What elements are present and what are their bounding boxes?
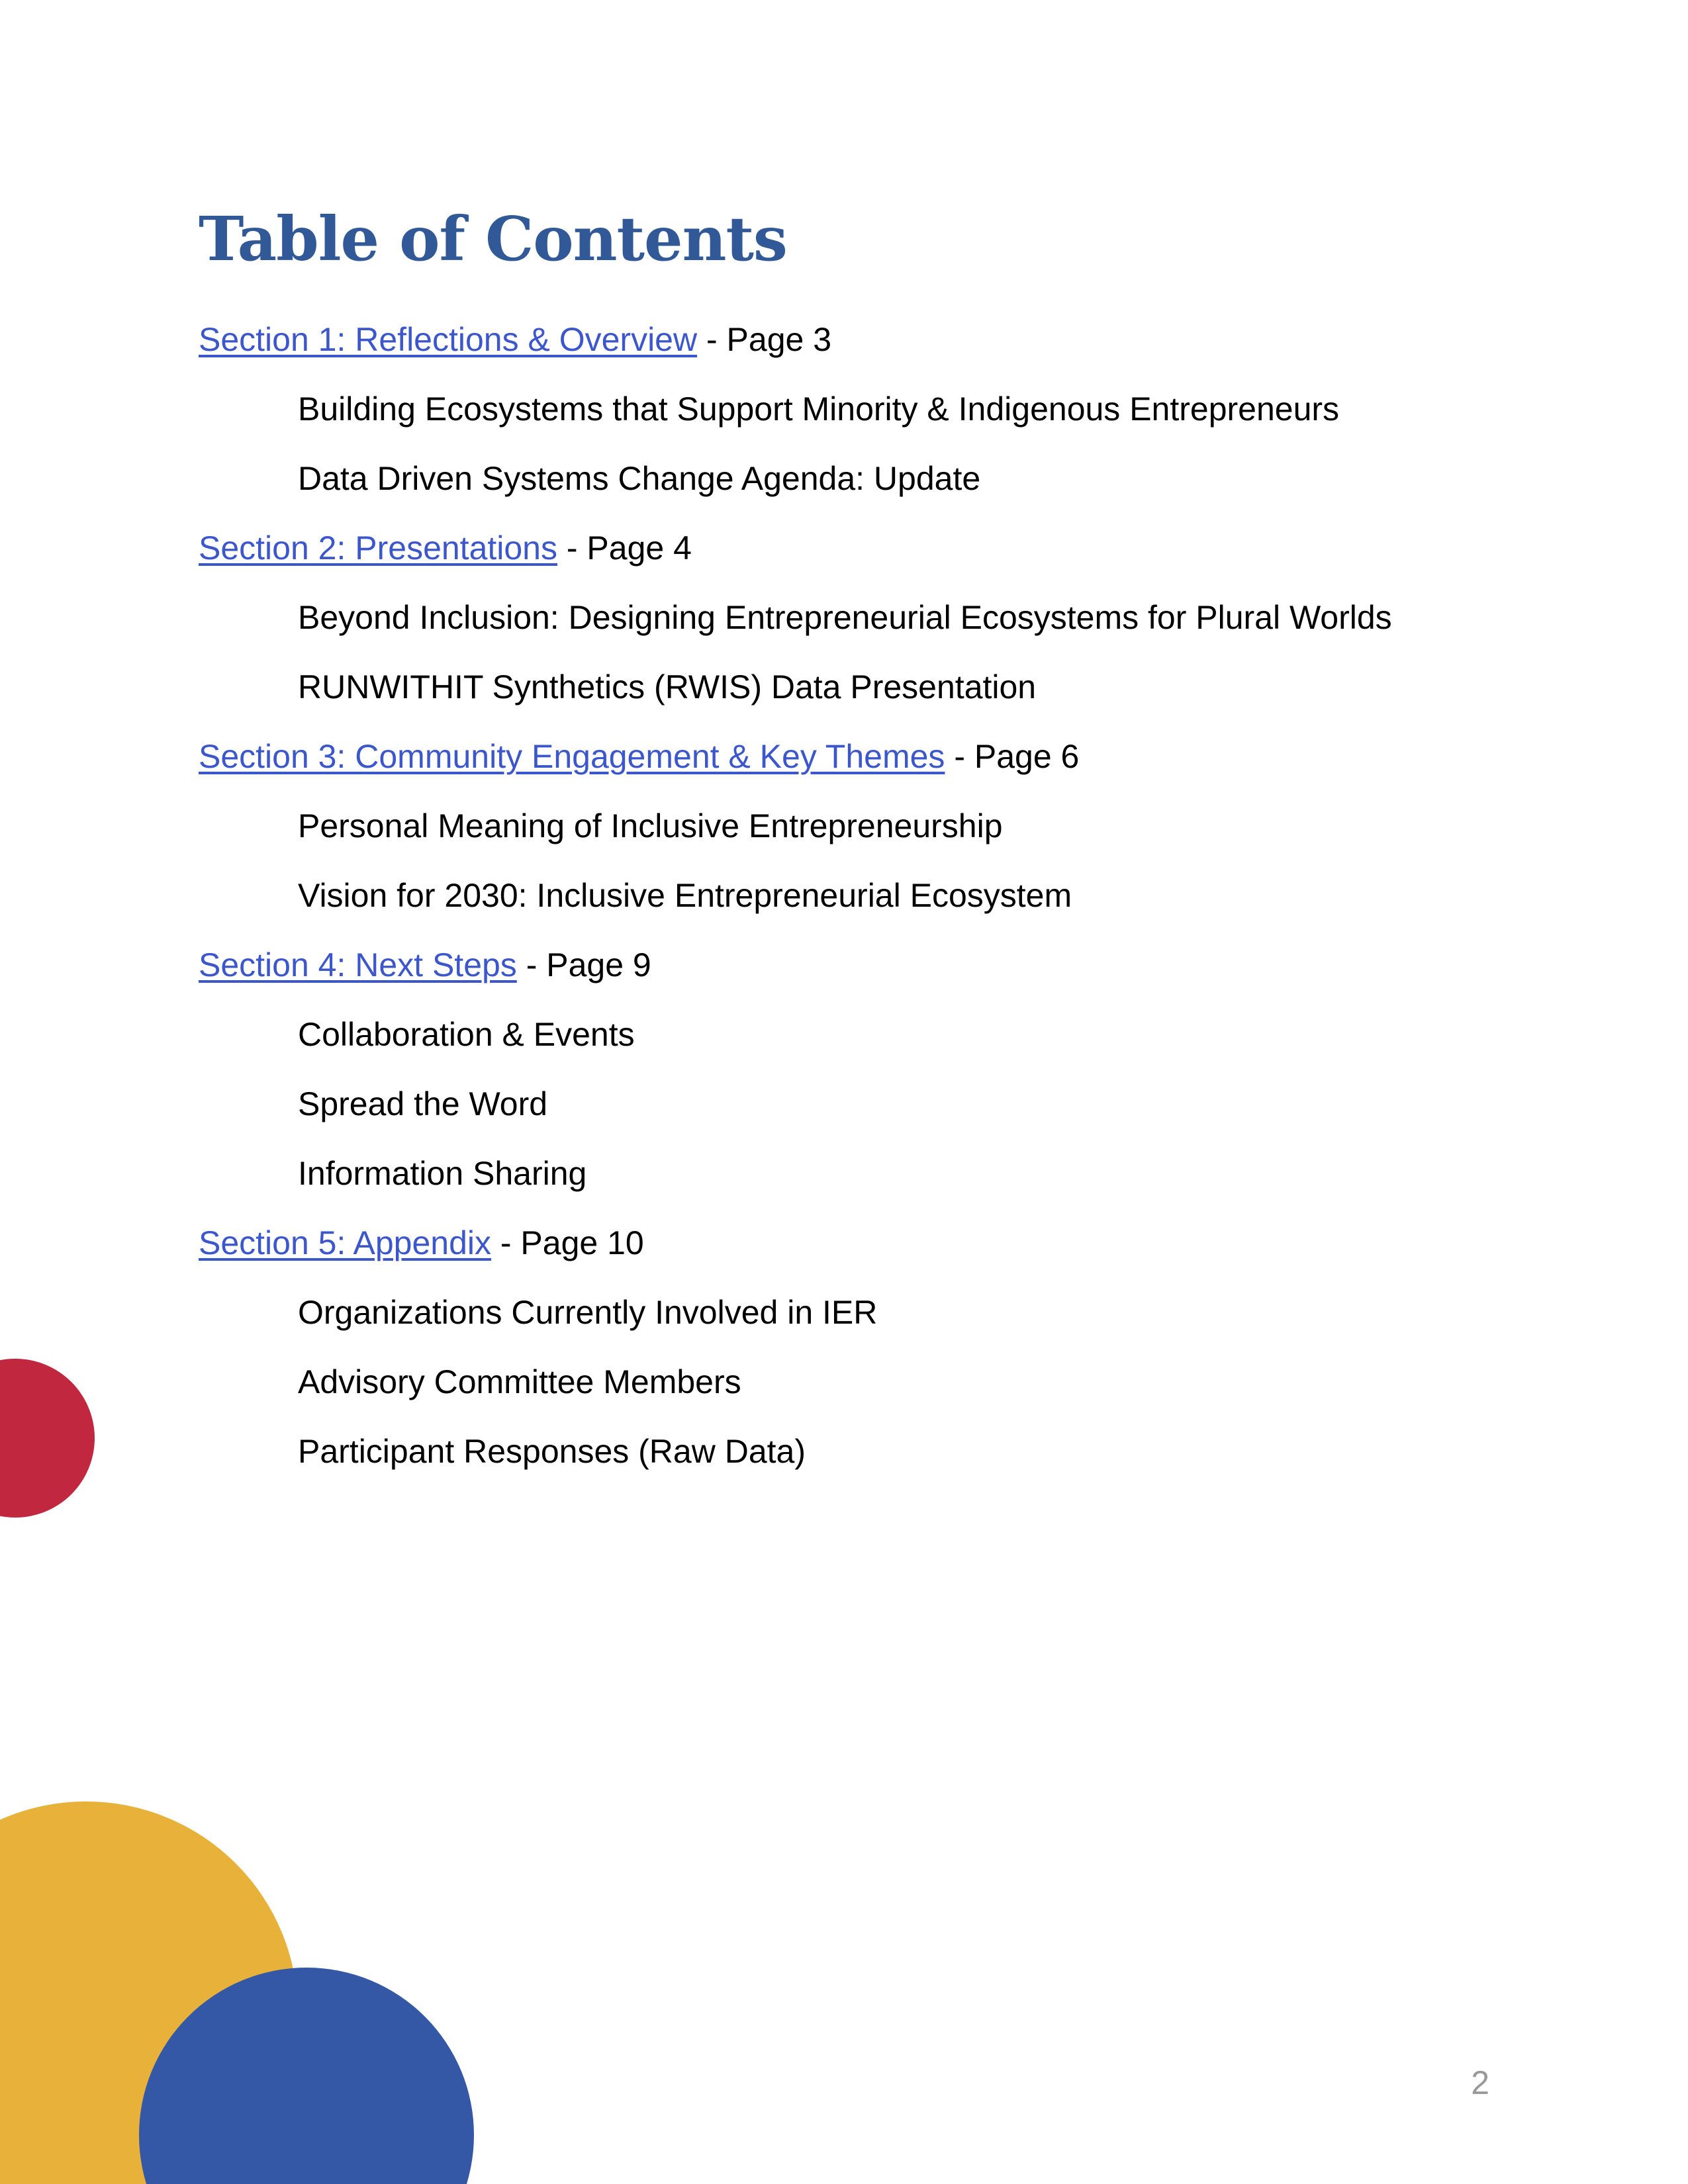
toc-section-link[interactable]: Section 5: Appendix [199,1224,491,1261]
toc-section-row [199,514,1523,583]
toc-subitem: Organizations Currently Involved in IER [298,1294,878,1331]
toc-subitem: Participant Responses (Raw Data) [298,1433,806,1470]
decorative-circle-red [0,1359,95,1518]
toc-section-link[interactable]: Section 4: Next Steps [199,946,517,983]
toc-section-row [199,722,1523,792]
toc-subitem: Personal Meaning of Inclusive Entrepreneurship [298,807,1003,844]
toc-page-ref: - Page 10 [491,1224,644,1261]
toc-subitem: Collaboration & Events [298,1016,635,1053]
toc-subitem: Advisory Committee Members [298,1363,741,1400]
toc-subitem: Data Driven Systems Change Agenda: Update [298,460,981,497]
toc-subitem: Information Sharing [298,1155,587,1192]
toc-page-ref: - Page 6 [945,738,1080,775]
toc-page-ref: - Page 3 [697,321,832,358]
toc-section-row [199,931,1523,1000]
toc-subitem: Vision for 2030: Inclusive Entrepreneurial Ecosystem [298,877,1072,914]
toc-section-link[interactable]: Section 3: Community Engagement & Key Themes [199,738,945,775]
toc-section-link[interactable]: Section 1: Reflections & Overview [199,321,698,358]
toc-subitem: Spread the Word [298,1085,548,1122]
toc-subitem: Building Ecosystems that Support Minority & Indigenous Entrepreneurs [298,390,1340,428]
toc-subitem: RUNWITHIT Synthetics (RWIS) Data Presentation [298,668,1037,705]
toc-page-ref: - Page 4 [557,529,692,567]
toc-list [199,305,1523,1486]
toc-section-row [199,305,1523,375]
toc-section-link[interactable]: Section 2: Presentations [199,529,557,567]
toc-page-ref: - Page 9 [516,946,651,983]
toc-subitem: Beyond Inclusion: Designing Entrepreneurial Ecosystems for Plural Worlds [298,599,1392,636]
toc-section-row [199,1208,1523,1278]
page-title: Table of Contents [199,203,787,275]
page-number: 2 [1471,2064,1489,2101]
